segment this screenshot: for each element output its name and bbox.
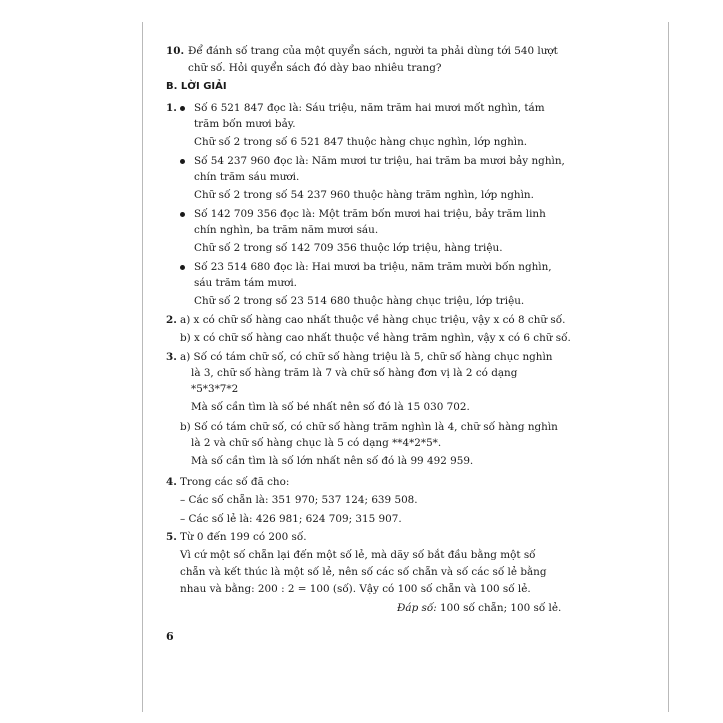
answer-1-item-1-digit: Chữ số 2 trong số 6 521 847 thuộc hàng chục nghìn, lớp nghìn. [194,136,528,148]
bullet-icon [180,265,185,270]
bullet-icon [180,159,185,164]
answer-3-a-line-4: Mà số cần tìm là số bé nhất nên số đó là 15 030 702. [191,401,470,413]
answer-3-b-line-2: là 2 và chữ số hàng chục là 5 có dạng **4*2*5*. [191,437,442,449]
answer-1-item-4-read-1: Số 23 514 680 đọc là: Hai mươi ba triệu, năm trăm mười bốn nghìn, [194,261,552,273]
page-number: 6 [166,630,174,643]
question-10-line-1: Để đánh số trang của một quyển sách, người ta phải dùng tới 540 lượt [188,45,558,57]
section-title: B. LỜI GIẢI [166,81,227,92]
answer-1-item-2-read-1: Số 54 237 960 đọc là: Năm mươi tư triệu, hai trăm ba mươi bảy nghìn, [194,155,565,167]
answer-5-line-1: Vì cứ một số chẵn lại đến một số lẻ, mà dãy số bắt đầu bằng một số [180,549,536,561]
answer-3-b-line-3: Mà số cần tìm là số lớn nhất nên số đó là 99 492 959. [191,455,474,467]
answer-5-line-3: nhau và bằng: 200 : 2 = 100 (số). Vậy có 100 số chẵn và 100 số lẻ. [180,583,531,595]
answer-1-item-3-read-1: Số 142 709 356 đọc là: Một trăm bốn mươi hai triệu, bảy trăm linh [194,208,546,220]
answer-5-intro: Từ 0 đến 199 có 200 số. [180,531,307,543]
answer-1-item-4-digit: Chữ số 2 trong số 23 514 680 thuộc hàng chục triệu, lớp triệu. [194,295,525,307]
answer-4-intro: Trong các số đã cho: [180,476,290,488]
answer-4-even: – Các số chẵn là: 351 970; 537 124; 639 508. [180,494,418,506]
answer-1-item-3-digit: Chữ số 2 trong số 142 709 356 thuộc lớp triệu, hàng triệu. [194,242,503,254]
answer-4-odd: – Các số lẻ là: 426 981; 624 709; 315 907. [180,513,402,525]
answer-4-number: 4. [166,476,177,488]
question-10-line-2: chữ số. Hỏi quyển sách đó dày bao nhiêu trang? [188,62,442,74]
answer-1-item-2-read-2: chín trăm sáu mươi. [194,171,300,183]
answer-5-result [397,601,561,615]
answer-1-item-1-read-2: trăm bốn mươi bảy. [194,118,296,130]
answer-1-number: 1. [166,102,177,114]
answer-1-item-2-digit: Chữ số 2 trong số 54 237 960 thuộc hàng trăm nghìn, lớp nghìn. [194,189,534,201]
answer-1-item-3-read-2: chín nghìn, ba trăm năm mươi sáu. [194,224,379,236]
bullet-icon [180,212,185,217]
answer-2-part-a: a) x có chữ số hàng cao nhất thuộc về hàng chục triệu, vậy x có 8 chữ số. [180,314,566,326]
question-10-number: 10. [166,45,185,57]
answer-5-line-2: chẵn và kết thúc là một số lẻ, nên số các số chẵn và số các số lẻ bằng [180,566,547,578]
answer-3-a-line-3: *5*3*7*2 [191,383,239,395]
answer-5-number: 5. [166,531,177,543]
answer-1-item-1-read-1: Số 6 521 847 đọc là: Sáu triệu, năm trăm hai mươi mốt nghìn, tám [194,102,545,114]
answer-3-number: 3. [166,351,177,363]
answer-3-b-line-1: b) Số có tám chữ số, có chữ số hàng trăm nghìn là 4, chữ số hàng nghìn [180,421,558,433]
answer-3-a-line-1: a) Số có tám chữ số, có chữ số hàng triệu là 5, chữ số hàng chục nghìn [180,351,553,363]
answer-2-part-b: b) x có chữ số hàng cao nhất thuộc về hàng trăm nghìn, vậy x có 6 chữ số. [180,332,571,344]
answer-2-number: 2. [166,314,177,326]
answer-1-item-4-read-2: sáu trăm tám mươi. [194,277,297,289]
bullet-icon [180,106,185,111]
answer-label: Đáp số: [397,602,437,614]
answer-3-a-line-2: là 3, chữ số hàng trăm là 7 và chữ số hàng đơn vị là 2 có dạng [191,367,518,379]
answer-value: 100 số chẵn; 100 số lẻ. [440,602,562,614]
